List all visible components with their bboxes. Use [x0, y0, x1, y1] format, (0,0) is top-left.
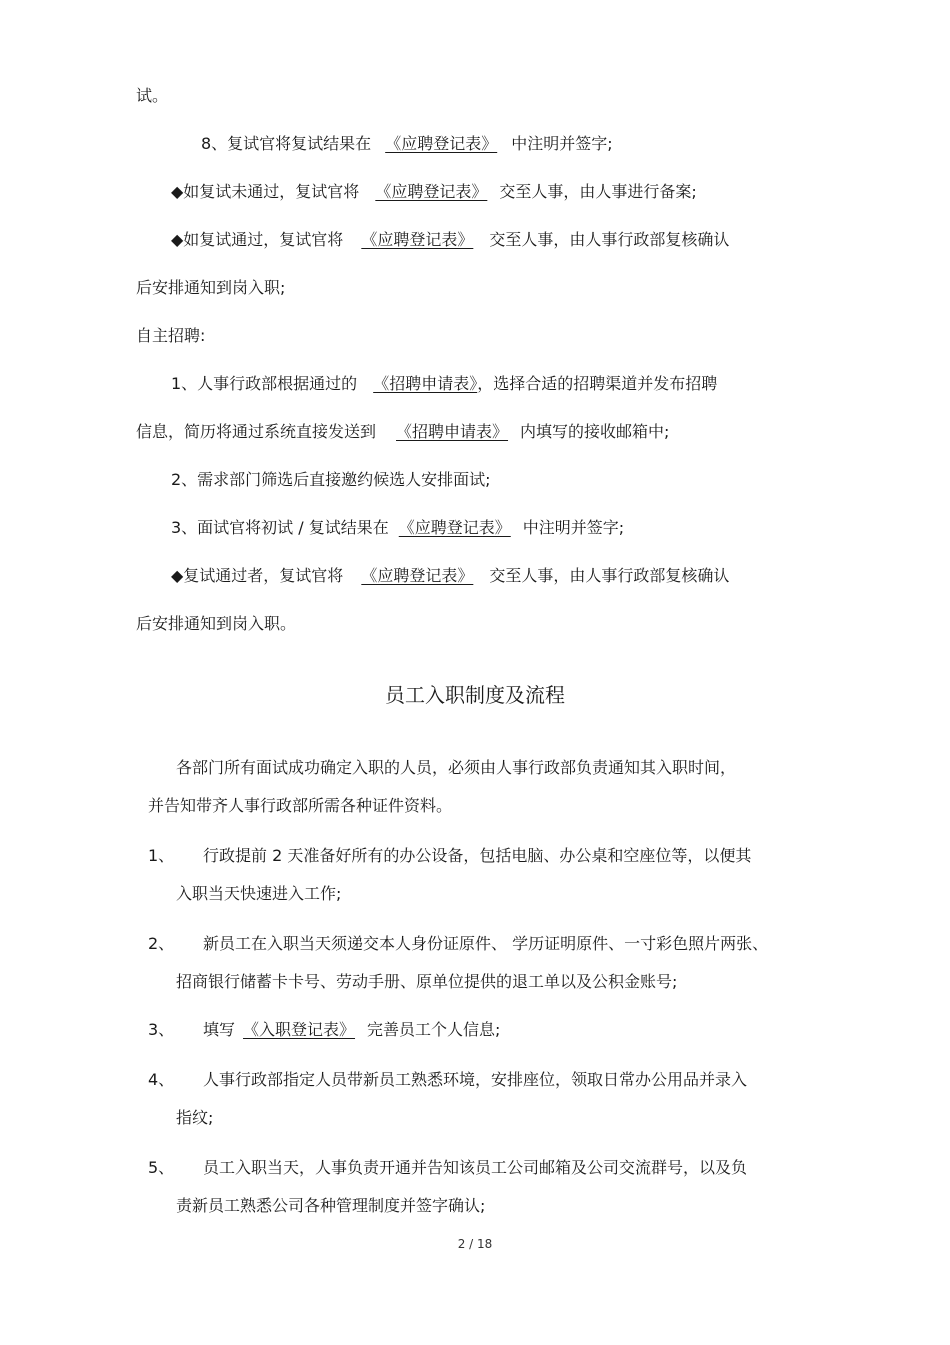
form-reference: 《应聘登记表》	[375, 182, 488, 201]
form-reference: 《应聘登记表》	[385, 134, 498, 153]
section-title: 员工入职制度及流程	[385, 683, 565, 707]
text-span: ◆如复试通过，复试官将	[171, 230, 344, 249]
item-text: 员工入职当天，人事负责开通并告知该员工公司邮箱及公司交流群号，以及负	[203, 1158, 748, 1177]
item-text: 责新员工熟悉公司各种管理制度并签字确认;	[176, 1196, 486, 1215]
item-number: 3、	[148, 1020, 175, 1039]
item-text: 行政提前 2 天准备好所有的办公设备，包括电脑、办公桌和空座位等，以便其	[203, 846, 752, 865]
text-span: 交至人事，由人事行政部复核确认	[489, 566, 730, 585]
text-line: 试。	[136, 86, 169, 105]
paragraph-self-1-cont	[136, 421, 669, 443]
form-reference: 《招聘申请表》	[373, 374, 478, 393]
bullet-retest-failed	[171, 181, 697, 203]
text-span: 中注明并签字;	[511, 134, 613, 153]
text-span: 3、面试官将初试 / 复试结果在	[171, 518, 389, 537]
paragraph-step-8	[201, 133, 613, 155]
section-heading-self-recruit: 自主招聘:	[136, 326, 206, 345]
text-span: 8、复试官将复试结果在	[201, 134, 372, 153]
text-line: 后安排通知到岗入职。	[136, 614, 297, 633]
page-number: 2 / 18	[457, 1237, 493, 1251]
item-number: 4、	[148, 1070, 175, 1089]
intro-line-2: 并告知带齐人事行政部所需各种证件资料。	[148, 796, 453, 815]
bullet-self-passed	[171, 565, 729, 587]
text-span: 信息，简历将通过系统直接发送到	[136, 422, 377, 441]
text-span: 填写	[203, 1020, 236, 1039]
item-text: 指纹;	[176, 1108, 214, 1127]
paragraph-self-3	[171, 517, 624, 539]
item-text: 入职当天快速进入工作;	[176, 884, 342, 903]
item-number: 2、	[148, 934, 175, 953]
item-number: 1、	[148, 846, 175, 865]
text-span: ◆如复试未通过，复试官将	[171, 182, 360, 201]
item-text: 新员工在入职当天须递交本人身份证原件、 学历证明原件、一寸彩色照片两张、	[203, 934, 769, 953]
intro-line-1: 各部门所有面试成功确定入职的人员，必须由人事行政部负责通知其入职时间，	[176, 758, 737, 777]
form-reference: 《应聘登记表》	[361, 566, 474, 585]
item-number: 5、	[148, 1158, 175, 1177]
paragraph-self-2: 2、需求部门筛选后直接邀约候选人安排面试;	[171, 470, 491, 489]
bullet-retest-passed	[171, 229, 729, 251]
text-span: 交至人事，由人事进行备案;	[499, 182, 697, 201]
text-span: 内填写的接收邮箱中;	[520, 422, 670, 441]
text-line: 后安排通知到岗入职;	[136, 278, 286, 297]
item-text: 人事行政部指定人员带新员工熟悉环境，安排座位，领取日常办公用品并录入	[203, 1070, 748, 1089]
text-span: 中注明并签字;	[522, 518, 625, 537]
form-reference: 《入职登记表》	[243, 1020, 356, 1039]
item-text: 招商银行储蓄卡卡号、劳动手册、原单位提供的退工单以及公积金账号;	[176, 972, 678, 991]
form-reference: 《应聘登记表》	[361, 230, 474, 249]
item-text	[203, 1019, 500, 1041]
text-span: ，选择合适的招聘渠道并发布招聘	[477, 374, 718, 393]
text-span: 1、人事行政部根据通过的	[171, 374, 358, 393]
text-span: 完善员工个人信息;	[367, 1020, 501, 1039]
text-span: 交至人事，由人事行政部复核确认	[489, 230, 730, 249]
form-reference: 《招聘申请表》	[396, 422, 509, 441]
paragraph-self-1	[171, 373, 717, 395]
form-reference: 《应聘登记表》	[398, 518, 511, 537]
text-span: ◆复试通过者，复试官将	[171, 566, 344, 585]
